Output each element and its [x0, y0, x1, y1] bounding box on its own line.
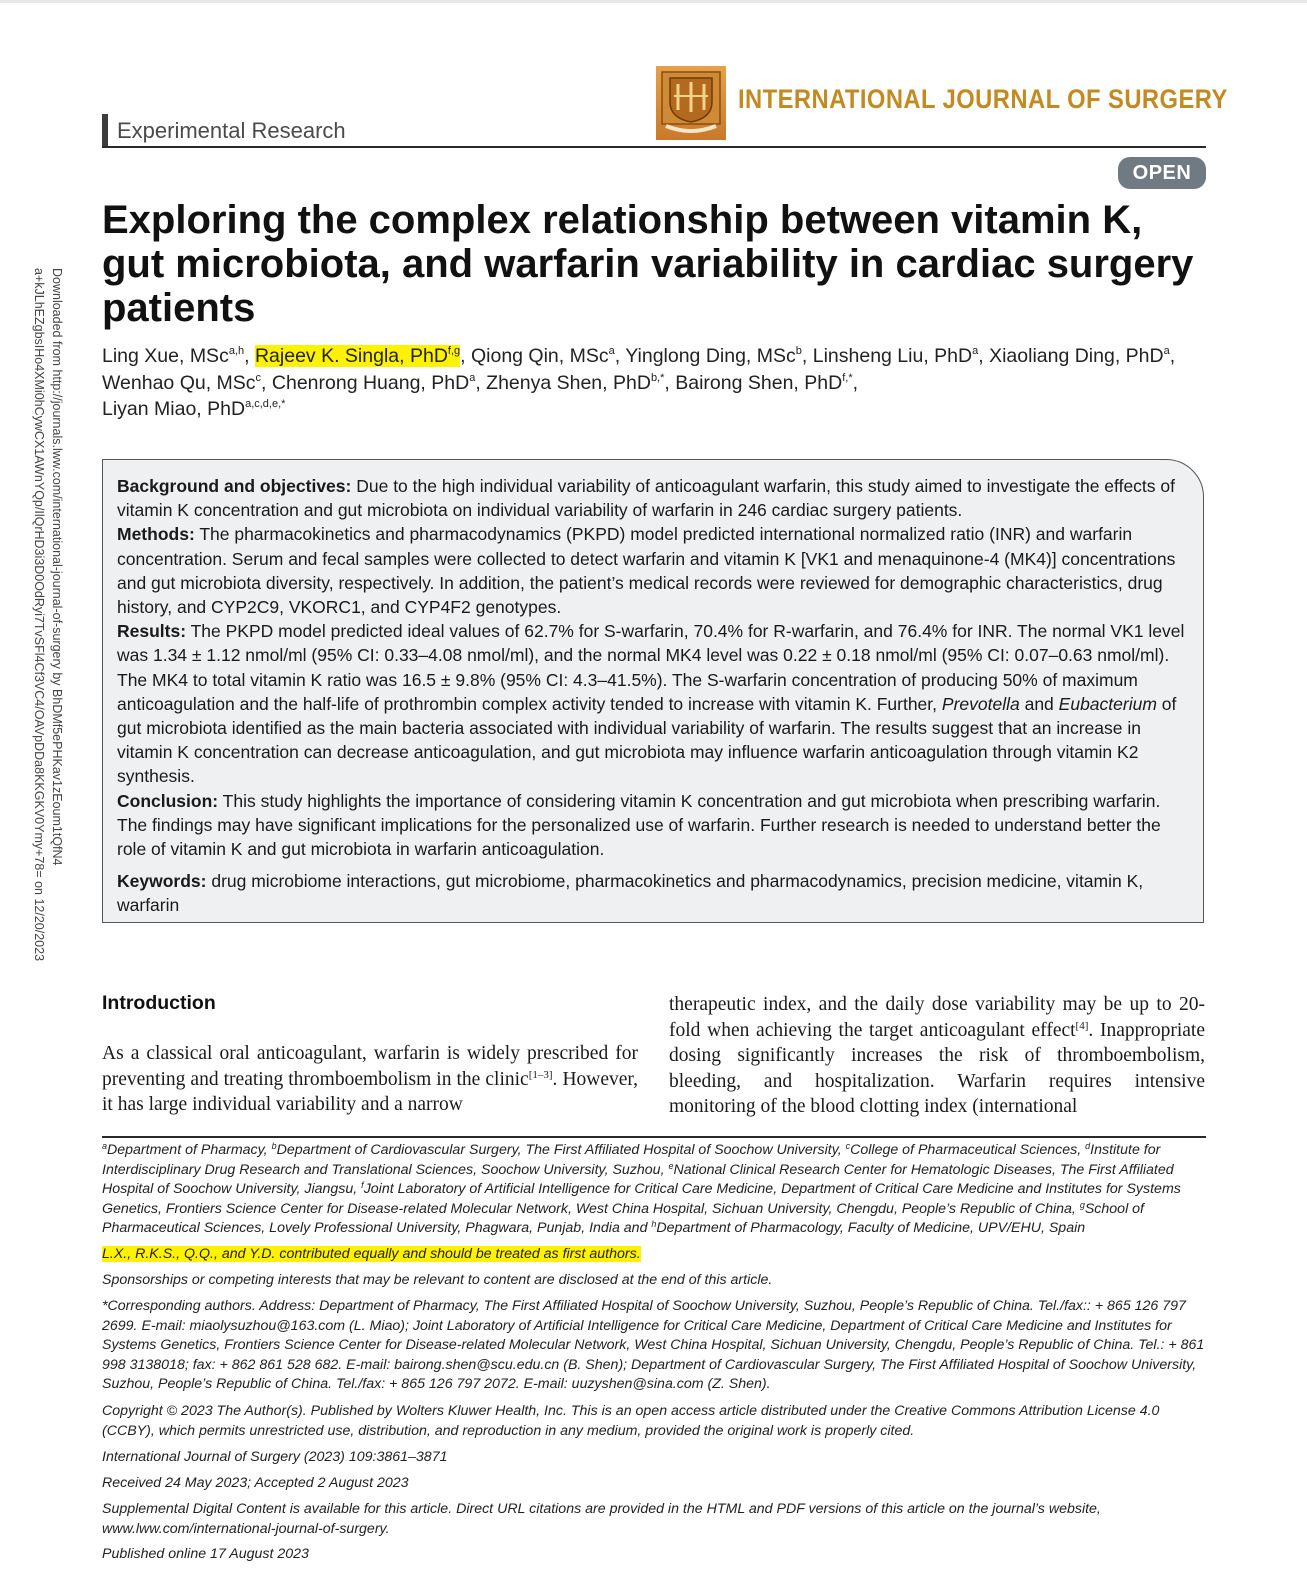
footnote-sponsorships: Sponsorships or competing interests that may be relevant to content are disclosed at the end of this article.	[102, 1272, 773, 1288]
author-affiliation: c	[255, 371, 262, 384]
author-name: Yinglong Ding, MSc	[625, 345, 796, 367]
abstract-keywords: Keywords: drug microbiome interactions, gut microbiome, pharmacokinetics and pharmacodynamics, precision medicine, vitamin K, warfarin	[117, 871, 1144, 916]
author-name: Chenrong Huang, PhD	[271, 371, 470, 394]
introduction-heading: Introduction	[102, 992, 216, 1014]
open-access-badge: OPEN	[1118, 157, 1206, 189]
footnote-equal-contribution: L.X., R.K.S., Q.Q., and Y.D. contributed equally and should be treated as first authors.	[102, 1246, 641, 1262]
author: Ling Xue, MSc$^{a,h}$,	[102, 345, 255, 367]
author-name: Xiaoliang Ding, PhD	[989, 345, 1164, 367]
introduction-column-right: therapeutic index, and the daily dose variability may be up to 20-fold when achieving the target anticoagulant effect[4]. Inappropriate dosing significantly increases the risk of thromboembolism, bleeding, and hospitalization. Warfarin requires intensive monitoring of the blood clotting index (international	[669, 994, 1205, 1117]
author	[102, 398, 285, 420]
watermark-line-2: a+kJLhEZgbsIHo4XMi0hCywCX1AWnYQp/IlQrHD3i3D0OdRyi7TvSFl4Cf3VC4/OAVpDDa8KKGKV0Ymy+78= on 12/20/2023	[32, 268, 46, 962]
footnote-rule	[102, 1136, 1206, 1138]
author-name: Zhenya Shen, PhD	[486, 371, 651, 394]
abstract-conclusion: Conclusion: This study highlights the importance of considering vitamin K concentration and gut microbiota when prescribing warfarin. The findings may have significant implications for the personalized use of warfarin. Further research is needed to understand better the role of vitamin K and gut microbiota in warfarin anticoagulation.	[117, 790, 1161, 860]
author-name: Wenhao Qu, MSc	[102, 371, 256, 394]
header-rule	[102, 146, 1206, 148]
author-affiliation: a	[469, 371, 476, 384]
author-name: Qiong Qin, MSc	[470, 345, 609, 367]
author-name: Liyan Miao, PhD	[102, 398, 246, 420]
abstract-results: Results: The PKPD model predicted ideal values of 62.7% for S-warfarin, 70.4% for R-warfarin, and 76.4% for INR. The normal VK1 level was 1.34 ± 1.12 nmol/ml (95% CI: 0.33–4.08 nmol/ml), and the normal MK4 level was 0.22 ± 0.18 nmol/ml (95% CI: 0.07–0.63 nmol/ml). The MK4 to total vitamin K ratio was 16.5 ± 9.8% (95% CI: 4.3–41.5%). The S-warfarin concentration of producing 50% of maximum anticoagulation and the half-life of prothrombin complex activity tended to increase with vitamin K. Further, Prevotella and Eubacterium of gut microbiota identified as the main bacteria associated with individual variability of warfarin. The results suggest that an increase in vitamin K concentration can decrease anticoagulation, and gut microbiota may influence warfarin anticoagulation through vitamin K2 synthesis.	[117, 621, 1185, 787]
author: Linsheng Liu, PhD$^a$,	[812, 345, 990, 367]
author-name-highlighted: Rajeev K. Singla, PhD$^{f,g}$	[254, 345, 461, 367]
citation-ref[interactable]: [1–3]	[528, 1068, 553, 1081]
abstract-background: Background and objectives: Due to the high individual variability of anticoagulant warfarin, this study aimed to investigate the effects of vitamin K concentration and gut microbiota on individual variability of warfarin in 246 cardiac surgery patients.	[117, 476, 1175, 521]
author-affiliation: b,*	[650, 371, 665, 384]
footnote-supplemental: Supplemental Digital Content is available for this article. Direct URL citations are provided in the HTML and PDF versions of this article on the journal’s website, www.lww.com/international-journal-of-surgery.	[102, 1501, 1101, 1537]
author-affiliation: a	[972, 345, 979, 357]
author-list	[102, 343, 1212, 423]
citation-ref[interactable]: [4]	[1075, 1019, 1089, 1032]
author-affiliation: a	[608, 345, 615, 357]
author-name: Ling Xue, MSc	[102, 345, 229, 367]
author: Xiaoliang Ding, PhD$^a$,	[989, 345, 1176, 367]
section-label: Experimental Research	[102, 114, 346, 148]
introduction-column-left: As a classical oral anticoagulant, warfarin is widely prescribed for preventing and treating thromboembolism in the clinic[1–3]. However, it has large individual variability and a narrow	[102, 1043, 638, 1115]
author: Rajeev K. Singla, PhD$^{f,g}$,	[254, 345, 471, 367]
author-name: Bairong Shen, PhD	[675, 371, 843, 394]
author: Qiong Qin, MSc$^a$,	[470, 345, 626, 367]
author-affiliation: a	[1163, 345, 1170, 357]
footnote-published: Published online 17 August 2023	[102, 1546, 309, 1562]
author-name: Linsheng Liu, PhD	[812, 345, 973, 367]
journal-crest-icon	[656, 66, 726, 140]
article-title: Exploring the complex relationship between vitamin K, gut microbiota, and warfarin variability in cardiac surgery patients	[102, 198, 1194, 330]
journal-logo	[656, 66, 726, 140]
abstract-methods: Methods: The pharmacokinetics and pharmacodynamics (PKPD) model predicted international normalized ratio (INR) and warfarin concentration. Serum and fecal samples were collected to detect warfarin and vitamin K [VK1 and menaquinone-4 (MK4)] concentrations and gut microbiota diversity, respectively. In addition, the patient’s medical records were reviewed for demographic characteristics, drug history, and CYP2C9, VKORC1, and CYP4F2 genotypes.	[117, 524, 1176, 618]
footnote-corresponding: *Corresponding authors. Address: Department of Pharmacy, The First Affiliated Hospital of Soochow University, Suzhou, People’s Republic of China. Tel./fax:: + 865 126 797 2699. E-mail: miaolysuzhou@163.com (L. Miao); Joint Laboratory of Artificial Intelligence for Critical Care Medicine, Department of Critical Care Medicine and Institutes for Systems Genetics, Frontiers Science Center for Disease-related Molecular Network, West China Hospital, Sichuan University, Chengdu, People’s Republic of China. Tel.: + 861 998 3138018; fax: + 862 861 528 682. E-mail: bairong.shen@scu.edu.cn (B. Shen); Department of Cardiovascular Surgery, The First Affiliated Hospital of Soochow University, Suzhou, People’s Republic of China. Tel./fax: + 865 126 797 2072. E-mail: uuzyshen@sina.com (Z. Shen).	[102, 1298, 1205, 1393]
author: Yinglong Ding, MSc$^b$,	[625, 345, 813, 367]
author-affiliation: f,*	[842, 371, 853, 384]
author-affiliation: a,h	[228, 345, 245, 357]
author: Chenrong Huang, PhD$^a$,	[271, 371, 487, 394]
author: Wenhao Qu, MSc$^c$,	[102, 371, 272, 394]
watermark-line-1: Downloaded from http://journals.lww.com/international-journal-of-surgery by BhDMf5ePHKav1zEoum1tQfN4	[50, 268, 64, 866]
footnote-copyright: Copyright © 2023 The Author(s). Published by Wolters Kluwer Health, Inc. This is an open access article distributed under the Creative Commons Attribution License 4.0 (CCBY), which permits unrestricted use, distribution, and reproduction in any medium, provided the original work is properly cited.	[102, 1403, 1160, 1439]
page-top-edge	[0, 0, 1307, 3]
download-watermark	[0, 0, 70, 1593]
footnote-affiliations: $^a$Department of Pharmacy, $^b$Department of Cardiovascular Surgery, The First Affiliated Hospital of Soochow University, $^c$College of Pharmaceutical Sciences, $^d$Institute for Interdisciplinary Drug Research and Translational Sciences, Soochow University, Suzhou, $^e$National Clinical Research Center for Hematologic Diseases, The First Affiliated Hospital of Soochow University, Jiangsu, $^f$Joint Laboratory of Artificial Intelligence for Critical Care Medicine, Department of Critical Care Medicine and Institutes for Systems Genetics, Frontiers Science Center for Disease-related Molecular Network, West China Hospital, Sichuan University, Chengdu, People’s Republic of China, $^g$School of Pharmaceutical Sciences, Lovely Professional University, Phagwara, Punjab, India and $^h$Department of Pharmacology, Faculty of Medicine, UPV/EHU, Spain	[102, 1141, 1181, 1237]
author-affiliation: b	[795, 345, 802, 357]
author-affiliation: a,c,d,e,*	[245, 398, 286, 410]
footnote-received: Received 24 May 2023; Accepted 2 August 2023	[102, 1475, 409, 1491]
author: Bairong Shen, PhD$^{f,*}$,	[675, 371, 859, 394]
author: Zhenya Shen, PhD$^{b,*}$,	[486, 371, 676, 394]
journal-name: INTERNATIONAL JOURNAL OF SURGERY	[738, 84, 1228, 114]
download-watermark-text	[30, 268, 66, 961]
footnote-citation: International Journal of Surgery (2023) 109:3861–3871	[102, 1449, 448, 1465]
abstract-box	[102, 459, 1204, 923]
